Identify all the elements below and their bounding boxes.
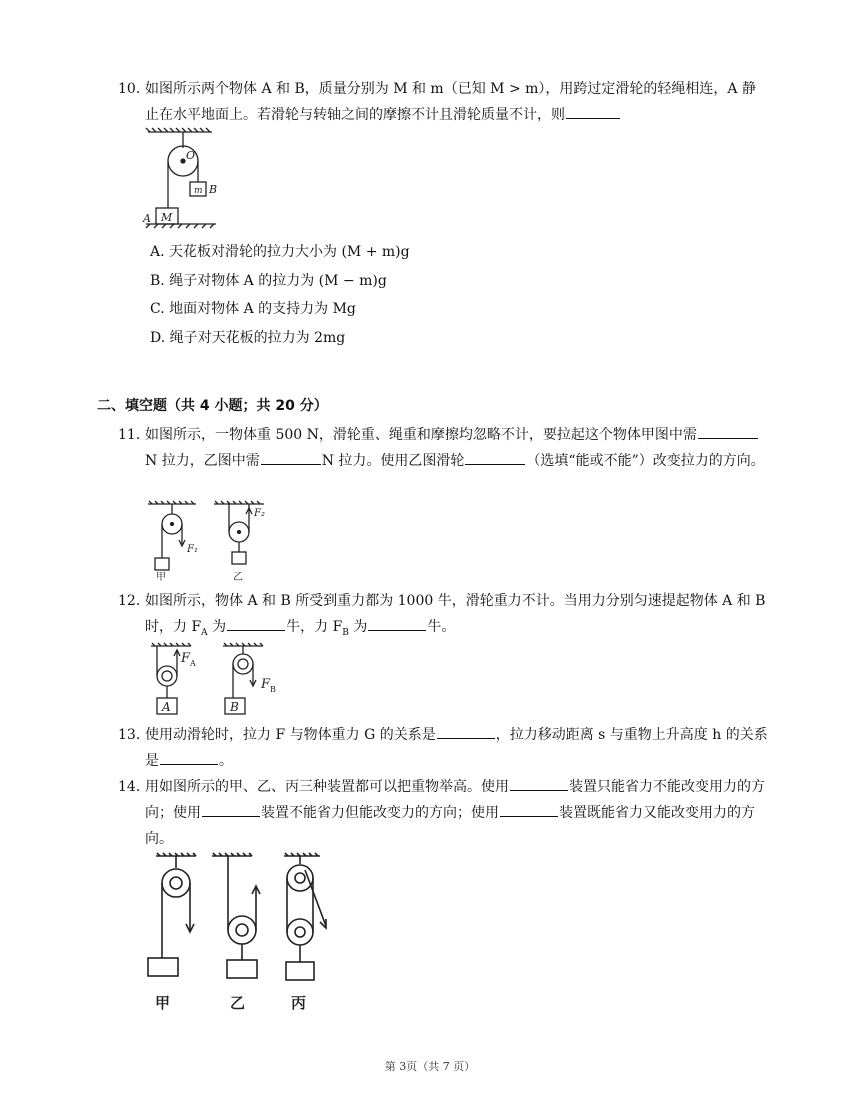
subscript-b: B <box>342 627 349 638</box>
question-text: 。 <box>219 753 233 769</box>
question-text: 装置既能省力又能改变用力的方向。 <box>145 805 755 847</box>
q10-pulley-figure <box>140 126 220 234</box>
answer-blank-3[interactable] <box>465 449 525 465</box>
answer-blank-3[interactable] <box>500 801 558 817</box>
question-number: 13. <box>118 727 141 743</box>
label-yi: 乙 <box>233 572 243 582</box>
answer-blank-1[interactable] <box>698 423 758 439</box>
option-c[interactable]: C. 地面对物体 A 的支持力为 Mg <box>150 301 356 317</box>
question-13 <box>118 722 768 774</box>
answer-blank-2[interactable] <box>160 749 218 765</box>
q11-pulley-figure <box>140 500 280 582</box>
option-b[interactable]: B. 绳子对物体 A 的拉力为 (M − m)g <box>150 272 387 289</box>
label-FA-sub: A <box>190 659 196 668</box>
question-10 <box>118 76 768 128</box>
question-stem: 使用动滑轮时，拉力 F 与物体重力 G 的关系是 <box>145 727 436 743</box>
answer-blank-1[interactable] <box>510 775 568 791</box>
question-stem: 如图所示两个物体 A 和 B，质量分别为 M 和 m（已知 M > m），用跨过定滑轮的轻绳相连，A 静止在水平地面上。若滑轮与转轴之间的摩擦不计且滑轮质量不计，则 <box>145 81 756 123</box>
page-footer: 第 3页（共 7 页） <box>384 1060 476 1073</box>
label-yi: 乙 <box>230 994 246 1012</box>
question-12 <box>118 588 768 646</box>
subscript-a: A <box>201 627 208 638</box>
question-text: 装置不能省力但能改变力的方向；使用 <box>261 805 499 821</box>
q10-options <box>150 238 410 352</box>
question-text: ，拉力移动距离 s 与重物上升高度 h 的关系是 <box>145 727 768 769</box>
answer-blank-2[interactable] <box>202 801 260 817</box>
option-d[interactable]: D. 绳子对天花板的拉力为 2mg <box>150 329 346 346</box>
option-a[interactable]: A. 天花板对滑轮的拉力大小为 (M + m)g <box>150 244 410 260</box>
question-text: 牛，力 F <box>286 619 343 635</box>
answer-blank-2[interactable] <box>261 449 321 465</box>
question-text: N 拉力，乙图中需 <box>145 453 260 469</box>
question-text: N 拉力。使用乙图滑轮 <box>321 453 465 469</box>
label-m: m <box>194 186 203 196</box>
label-FB: F <box>261 677 271 692</box>
label-A: A <box>143 212 151 225</box>
question-number: 12. <box>118 593 141 609</box>
question-text: 为 <box>207 619 227 635</box>
question-text: 为 <box>348 619 368 635</box>
label-FB-sub: B <box>270 685 276 694</box>
answer-blank-1[interactable] <box>227 615 285 631</box>
answer-blank[interactable] <box>566 103 620 119</box>
question-stem: 用如图所示的甲、乙、丙三种装置都可以把重物举高。使用 <box>145 779 509 795</box>
q12-pulley-figure <box>145 642 295 720</box>
answer-blank-2[interactable] <box>368 615 426 631</box>
question-text: （选填“能或不能”）改变拉力的方向。 <box>526 453 765 469</box>
question-text: 装置只能省力不能改变用力的方向；使用 <box>145 779 765 821</box>
question-text: 牛。 <box>427 619 456 635</box>
question-number: 14. <box>118 779 141 795</box>
question-stem: 如图所示，一物体重 500 N，滑轮重、绳重和摩擦均忽略不计，要拉起这个物体甲图中需 <box>145 427 697 443</box>
label-M: M <box>161 211 173 224</box>
label-A: A <box>162 700 171 714</box>
q14-pulley-figure <box>140 850 330 1018</box>
label-O: O <box>186 149 196 162</box>
question-number: 11. <box>118 427 141 443</box>
question-11 <box>118 422 768 474</box>
label-B: B <box>209 183 218 196</box>
label-F2: F₂ <box>254 508 265 519</box>
label-bing: 丙 <box>291 994 307 1012</box>
question-stem: 如图所示，物体 A 和 B 所受到重力都为 1000 牛，滑轮重力不计。当用力分别匀速提起物体 A 和 B 时，力 F <box>145 593 766 635</box>
label-jia: 甲 <box>156 572 166 582</box>
label-B: B <box>230 700 239 714</box>
section-title: 二、填空题（共 4 小题；共 20 分） <box>97 398 328 414</box>
label-jia: 甲 <box>155 994 171 1012</box>
answer-blank-1[interactable] <box>437 723 495 739</box>
label-FA: F <box>181 651 191 666</box>
question-number: 10. <box>118 81 141 97</box>
label-F1: F₁ <box>187 544 198 555</box>
question-14 <box>118 774 768 852</box>
